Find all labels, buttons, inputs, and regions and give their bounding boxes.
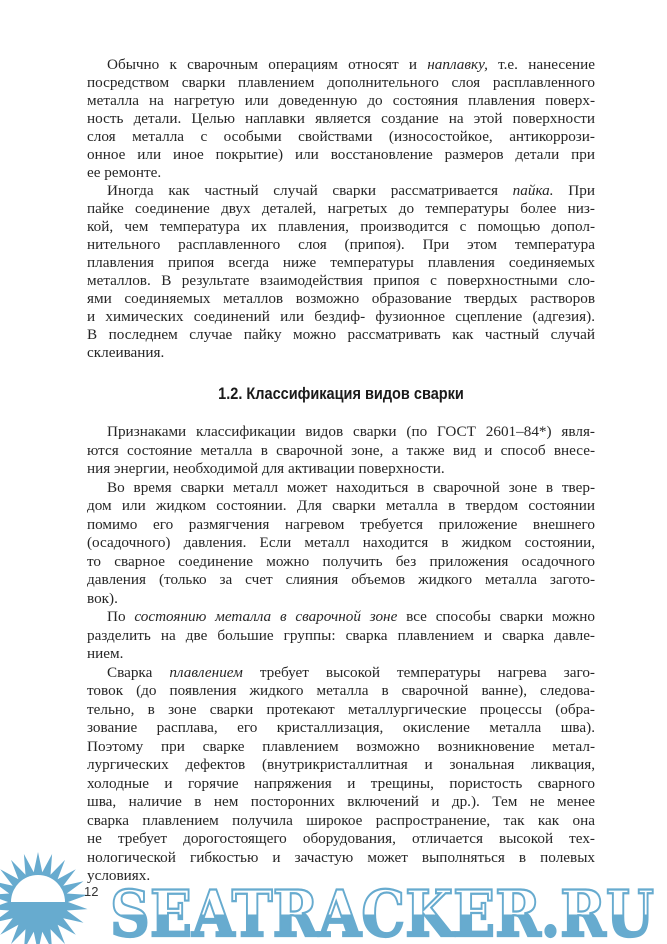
text-line	[87, 719, 595, 737]
text-segment: и химических соединений или бездиф- фузионное сцепление (адгезия).	[87, 308, 595, 325]
page-number: 12	[84, 884, 99, 899]
italic-term: пайка.	[512, 182, 554, 199]
text-line	[87, 326, 595, 344]
text-line	[87, 608, 595, 626]
text-segment: нологической гибкостью и зачастую может выполняться в полевых	[87, 848, 595, 866]
text-line	[87, 290, 595, 308]
text-line	[87, 423, 595, 441]
text-segment: Иногда как частный случай сварки рассматривается	[107, 182, 513, 199]
text-segment: (осадочного) давления. Если металл находится в жидком состоянии,	[87, 534, 595, 551]
text-segment: помимо его размягчения нагревом требуется приложение внешнего	[87, 515, 595, 533]
text-line	[87, 682, 595, 700]
text-line	[87, 74, 595, 92]
text-segment: вок).	[87, 589, 118, 607]
text-segment: холодные и горячие напряжения и трещины, пористость сварного	[87, 774, 595, 792]
text-segment: дом или жидком состоянии. Для сварки металла в твердом состоянии	[87, 497, 595, 514]
text-segment: склеивания.	[87, 344, 165, 361]
text-segment: ями соединяемых металлов возможно образование твердых растворов	[87, 290, 595, 307]
text-segment: ются состояние металла в сварочной зоне, а также вид и способ внесе-	[87, 441, 595, 459]
text-segment: онное или иное покрытие) или восстановление размеров детали при	[87, 146, 595, 163]
text-segment: тельно, в зоне сварки протекают металлургические процессы (обра-	[87, 700, 595, 718]
text-segment: условиях.	[87, 867, 151, 884]
section-heading: 1.2. Классификация видов сварки	[218, 385, 464, 403]
italic-term: плавлением	[169, 663, 243, 681]
text-segment: При	[553, 182, 595, 199]
text-line	[87, 812, 595, 830]
text-line	[87, 254, 595, 272]
text-line	[87, 793, 595, 811]
watermark-text: SEATRACKER.RU	[110, 877, 654, 944]
text-line	[87, 146, 595, 164]
text-line	[87, 308, 595, 326]
text-line	[87, 182, 595, 200]
text-line	[87, 497, 595, 515]
text-segment: металлов. В результате взаимодействия припоя с поверхностными сло-	[87, 272, 595, 289]
text-line	[87, 92, 595, 110]
text-line	[87, 460, 595, 478]
text-segment: слоя металла с особыми свойствами (износостойкое, антикоррози-	[87, 128, 595, 145]
text-line	[87, 775, 595, 793]
text-segment: лургических дефектов (внутрикристаллитная и зональная ликвация,	[87, 756, 595, 773]
text-line	[87, 553, 595, 571]
text-segment: нием.	[87, 645, 124, 662]
text-segment: пайке соединение двух деталей, нагретых до температуры более низ-	[87, 200, 595, 217]
text-segment: Поэтому при сварке плавлением возможно возникновение метал-	[87, 737, 595, 755]
text-segment: кой, чем температура их плавления, производится с помощью допол-	[87, 218, 595, 235]
text-segment: В последнем случае пайку можно рассматривать как частный случай	[87, 326, 595, 343]
text-segment: сварка плавлением получила широкое распространение, так как она	[87, 811, 595, 829]
text-line	[87, 200, 595, 218]
text-segment: ность детали. Целью наплавки является создание на этой поверхности	[87, 110, 595, 127]
text-segment: товок (до появления жидкого металла в сварочной ванне), следова-	[87, 682, 595, 699]
text-segment: все способы сварки можно	[397, 608, 596, 625]
text-line	[87, 110, 595, 128]
text-line	[87, 627, 595, 645]
text-line	[87, 571, 595, 589]
text-segment: ния энергии, необходимой для активации поверхности.	[87, 460, 445, 477]
text-line	[87, 128, 595, 146]
watermark-logo	[0, 840, 667, 944]
text-line	[87, 664, 595, 682]
text-line	[87, 645, 595, 663]
text-segment: плавления припоя всегда ниже температуры плавления соединяемых	[87, 254, 595, 271]
text-line	[87, 236, 595, 254]
text-segment: шва, наличие в нем посторонних включений и др.). Тем не менее	[87, 793, 595, 810]
text-segment: посредством сварки плавлением дополнительного слоя расплавленного	[87, 74, 595, 91]
text-segment: разделить на две большие группы: сварка плавлением и сварка давле-	[87, 626, 595, 644]
text-line	[87, 534, 595, 552]
text-line	[87, 272, 595, 290]
text-segment: давления (только за счет слияния объемов жидкого металла загото-	[87, 571, 595, 588]
text-line	[87, 164, 595, 182]
text-line	[87, 442, 595, 460]
text-segment: Сварка	[107, 663, 170, 681]
text-line	[87, 701, 595, 719]
text-segment: требует высокой температуры нагрева заго-	[242, 663, 595, 681]
text-line	[87, 479, 595, 497]
sun-icon	[0, 852, 88, 944]
text-segment: нительного расплавленного слоя (припоя). При этом температура	[87, 236, 595, 253]
text-line	[87, 344, 595, 362]
text-line	[87, 738, 595, 756]
text-line	[87, 56, 595, 74]
text-line	[87, 590, 595, 608]
text-segment: По	[107, 608, 135, 625]
text-segment: то сварное соединение можно получить без приложения осадочного	[87, 552, 595, 570]
text-segment: металла на нагретую или доведенную до состояния плавления поверх-	[87, 92, 595, 109]
text-line	[87, 218, 595, 236]
text-segment: Во время сварки металл может находиться в сварочной зоне в твер-	[107, 478, 595, 496]
text-segment: не требует дорогостоящего оборудования, отличается высокой тех-	[87, 830, 595, 847]
text-segment: Обычно к сварочным операциям относят и	[107, 56, 428, 73]
text-segment: ее ремонте.	[87, 164, 162, 181]
text-segment: Признаками классификации видов сварки (по ГОСТ 2601–84*) явля-	[107, 423, 595, 440]
text-segment: зование расплава, его кристаллизация, окисление металла шва).	[87, 719, 595, 736]
italic-term: состоянию металла в сварочной зоне	[134, 608, 398, 625]
italic-term: наплавку,	[427, 56, 488, 73]
text-segment: т.е. нанесение	[487, 56, 595, 73]
text-line	[87, 516, 595, 534]
text-line	[87, 756, 595, 774]
